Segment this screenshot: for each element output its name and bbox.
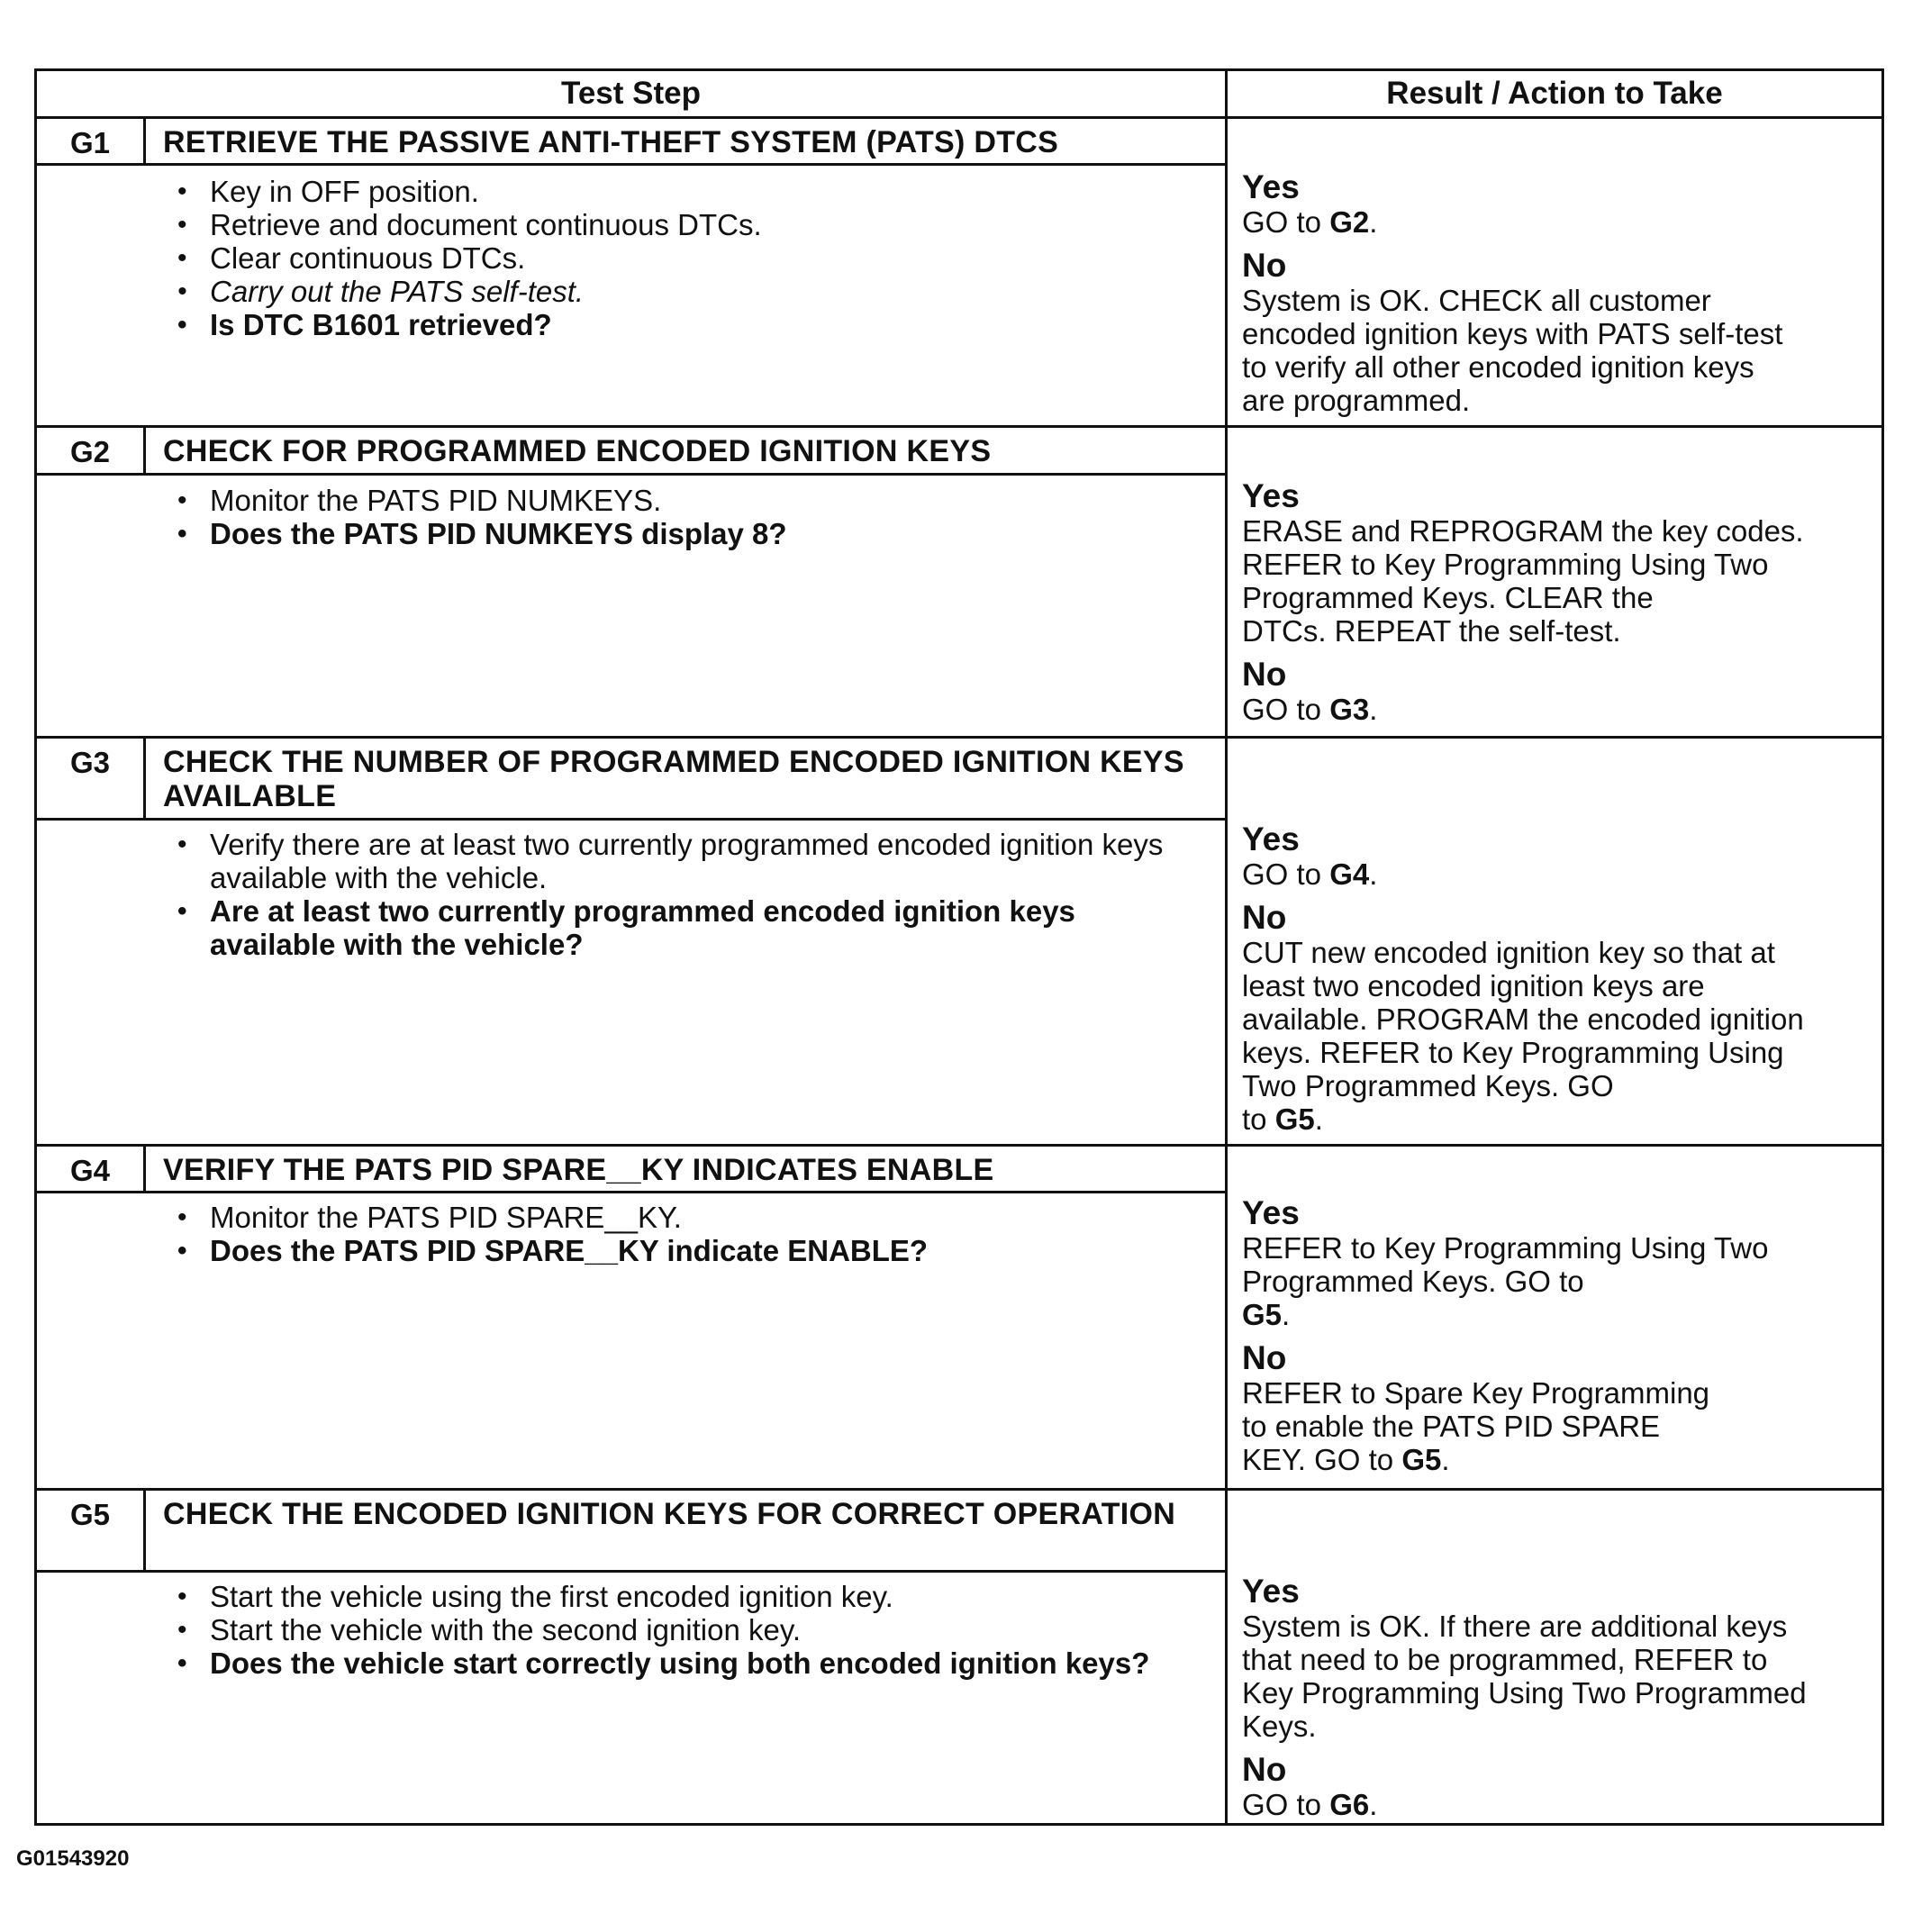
step-bullet: • Monitor the PATS PID SPARE__KY. (177, 1201, 682, 1234)
step-title: VERIFY THE PATS PID SPARE__KY INDICATES ENABLE (163, 1153, 994, 1187)
yes-action: GO to G2. (1242, 205, 1378, 239)
step-question: • Does the PATS PID NUMKEYS display 8? (177, 517, 787, 550)
step-title-row (37, 1491, 1225, 1573)
step-id: G4 (37, 1147, 146, 1191)
no-label: No (1242, 1751, 1287, 1788)
result-cell (1225, 119, 1881, 425)
step-block-g5 (37, 1491, 1881, 1823)
step-body (163, 1580, 1208, 1680)
step-block-g2 (37, 428, 1881, 739)
no-label: No (1242, 656, 1287, 693)
yes-label: Yes (1242, 821, 1300, 857)
diagnostic-table (34, 68, 1884, 1826)
no-label: No (1242, 247, 1287, 284)
step-title: RETRIEVE THE PASSIVE ANTI-THEFT SYSTEM (PATS) DTCS (163, 125, 1059, 159)
no-action: GO to G6. (1242, 1788, 1378, 1821)
header-test-step: Test Step (561, 76, 701, 111)
step-title-row (37, 119, 1225, 166)
yes-label: Yes (1242, 1573, 1300, 1610)
no-label: No (1242, 899, 1287, 936)
step-title-row (37, 739, 1225, 821)
step-block-g4 (37, 1147, 1881, 1491)
figure-id: G01543920 (16, 1846, 130, 1871)
step-bullet: • Key in OFF position. (177, 175, 479, 208)
header-result-action: Result / Action to Take (1225, 71, 1881, 116)
yes-label: Yes (1242, 168, 1300, 205)
step-bullet: • Retrieve and document continuous DTCs. (177, 208, 762, 241)
yes-action: System is OK. If there are additional keys that need to be programmed, REFER to Key Programming Using Two Programmed Keys. (1242, 1610, 1807, 1743)
step-bullet: • Monitor the PATS PID NUMKEYS. (177, 484, 662, 517)
step-title: CHECK FOR PROGRAMMED ENCODED IGNITION KEYS (163, 434, 992, 468)
yes-action: ERASE and REPROGRAM the key codes. REFER to Key Programming Using Two Programmed Keys. CLEAR the DTCs. REPEAT the self-test. (1242, 514, 1804, 648)
step-block-g1 (37, 119, 1881, 428)
table-header-row (37, 71, 1881, 119)
step-id: G1 (37, 119, 146, 163)
step-title: CHECK THE NUMBER OF PROGRAMMED ENCODED IGNITION KEYS AVAILABLE (163, 745, 1184, 813)
step-title-row (37, 1147, 1225, 1193)
step-block-g3 (37, 739, 1881, 1147)
step-body (163, 828, 1208, 961)
no-label: No (1242, 1339, 1287, 1376)
step-bullet: • Start the vehicle using the first encoded ignition key. (177, 1580, 893, 1613)
step-question: • Are at least two currently programmed encoded ignition keys available with the vehicle? (177, 894, 1075, 961)
step-bullet: • Clear continuous DTCs. (177, 241, 526, 275)
no-action: CUT new encoded ignition key so that at least two encoded ignition keys are available. PROGRAM the encoded ignition keys. REFER to Key Programming Using Two Programmed Keys. GO to G5. (1242, 936, 1804, 1136)
yes-label: Yes (1242, 477, 1300, 514)
step-question: • Does the PATS PID SPARE__KY indicate ENABLE? (177, 1234, 929, 1267)
result-cell (1225, 428, 1881, 736)
step-title: CHECK THE ENCODED IGNITION KEYS FOR CORRECT OPERATION (163, 1497, 1176, 1531)
result-cell (1225, 1147, 1881, 1488)
yes-action: GO to G4. (1242, 857, 1378, 891)
result-cell (1225, 1491, 1881, 1823)
yes-action: REFER to Key Programming Using Two Programmed Keys. GO to G5. (1242, 1231, 1769, 1331)
step-body (163, 175, 1208, 341)
step-bullet: • Start the vehicle with the second ignition key. (177, 1613, 802, 1646)
step-question: • Is DTC B1601 retrieved? (177, 308, 552, 341)
step-question: • Does the vehicle start correctly using both encoded ignition keys? (177, 1646, 1150, 1680)
result-cell (1225, 739, 1881, 1144)
no-action: System is OK. CHECK all customer encoded ignition keys with PATS self-test to verify all other encoded ignition keys are programmed. (1242, 284, 1783, 417)
step-body (163, 1201, 1208, 1267)
step-bullet: • Verify there are at least two currently programmed encoded ignition keys available with the vehicle. (177, 828, 1164, 894)
step-id: G3 (37, 739, 146, 818)
no-action: GO to G3. (1242, 693, 1378, 726)
step-id: G5 (37, 1491, 146, 1570)
no-action: REFER to Spare Key Programming to enable the PATS PID SPARE KEY. GO to G5. (1242, 1376, 1710, 1476)
step-body (163, 484, 1208, 550)
yes-label: Yes (1242, 1194, 1300, 1231)
step-title-row (37, 428, 1225, 476)
step-bullet: • Carry out the PATS self-test. (177, 275, 585, 308)
step-id: G2 (37, 428, 146, 473)
